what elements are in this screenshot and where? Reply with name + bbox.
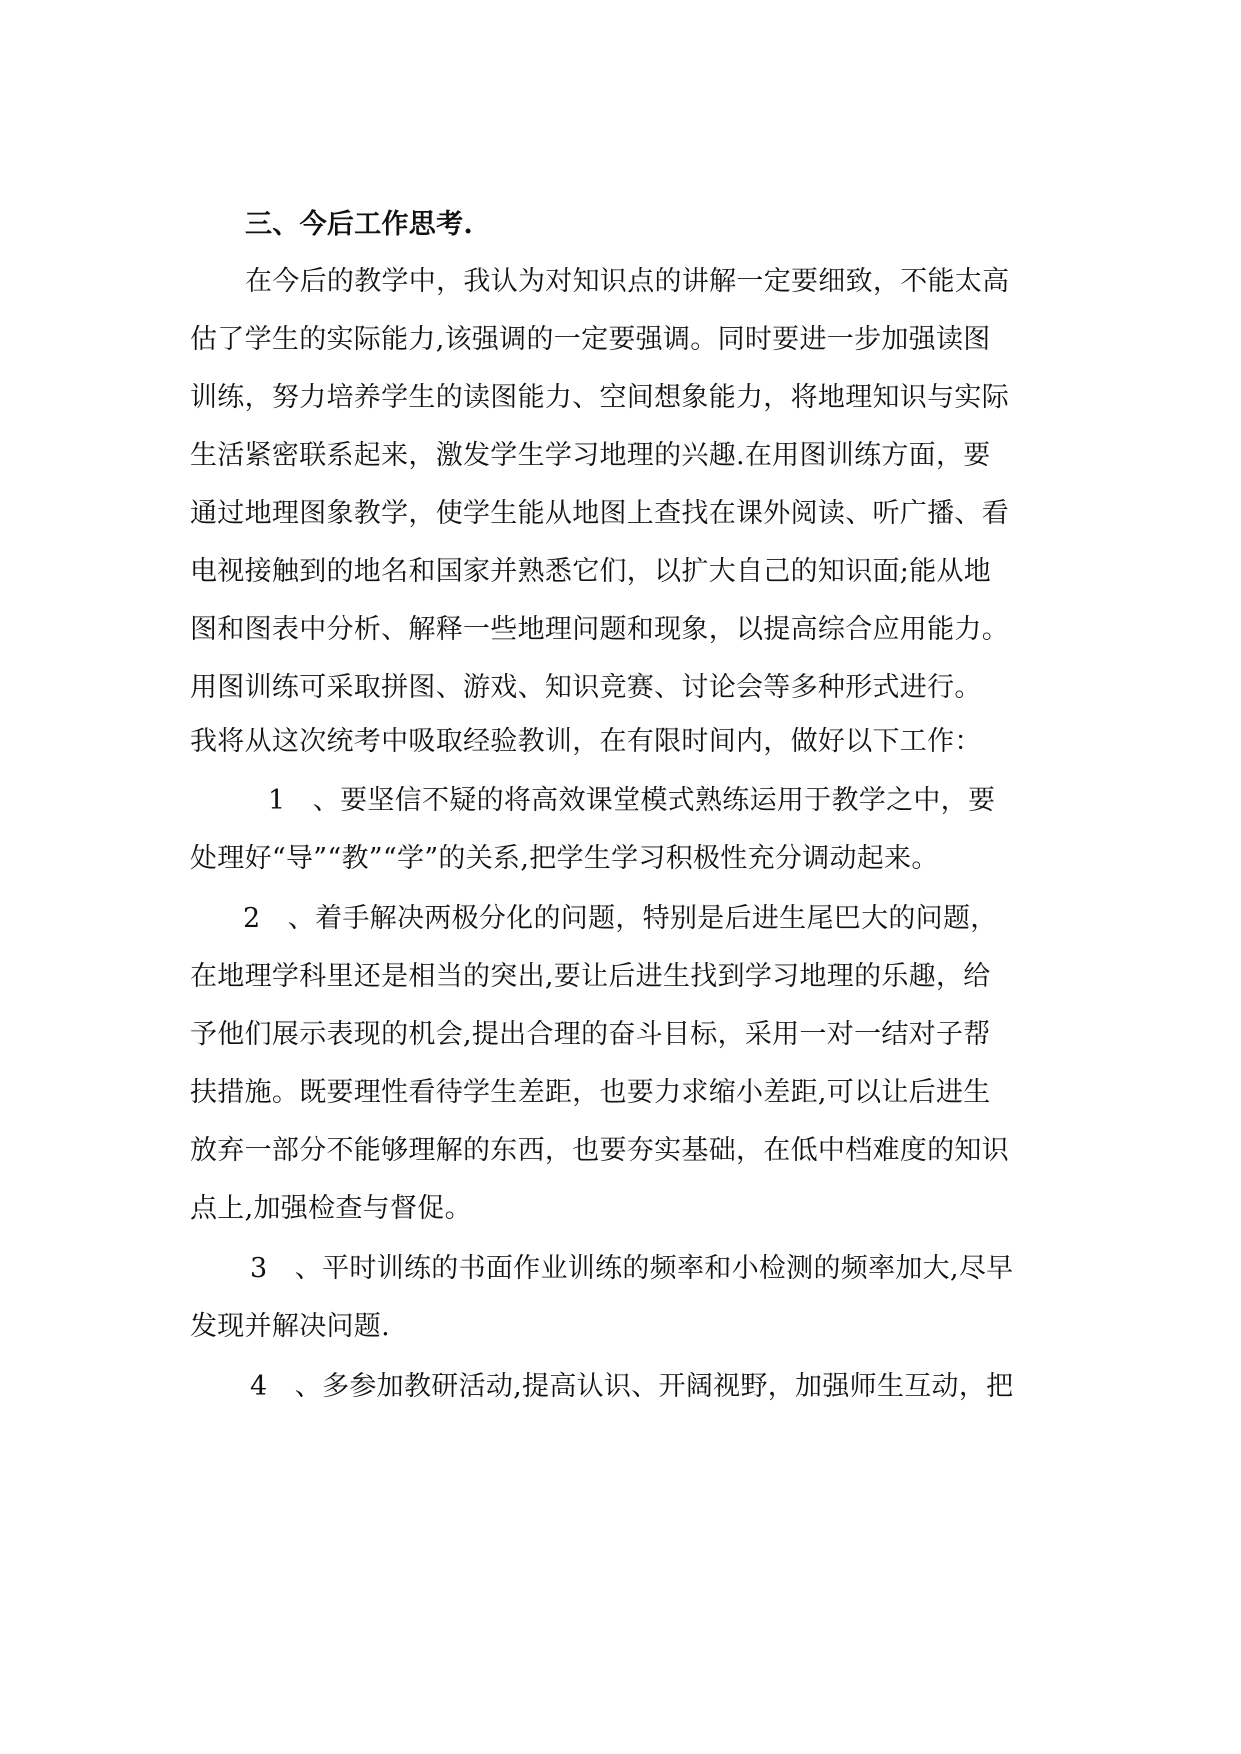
paragraph-line: 电视接触到的地名和国家并熟悉它们，以扩大自己的知识面;能从地 — [190, 556, 992, 587]
list-item-line: 放弃一部分不能够理解的东西，也要夯实基础，在低中档难度的知识 — [190, 1135, 1009, 1166]
paragraph-line: 在今后的教学中，我认为对知识点的讲解一定要细致，不能太高 — [245, 266, 1010, 297]
paragraph-line: 估了学生的实际能力,该强调的一定要强调。同时要进一步加强读图 — [190, 324, 991, 355]
list-item-line: 1 、要坚信不疑的将高效课堂模式熟练运用于教学之中，要 — [268, 785, 996, 816]
paragraph-line: 训练，努力培养学生的读图能力、空间想象能力，将地理知识与实际 — [190, 382, 1009, 413]
list-item-line: 发现并解决问题. — [190, 1311, 390, 1342]
paragraph-line: 生活紧密联系起来，激发学生学习地理的兴趣.在用图训练方面，要 — [190, 440, 991, 471]
list-item-line: 予他们展示表现的机会,提出合理的奋斗目标，采用一对一结对子帮 — [190, 1019, 991, 1050]
paragraph-line: 我将从这次统考中吸取经验教训，在有限时间内，做好以下工作： — [190, 726, 982, 757]
paragraph-line: 用图训练可采取拼图、游戏、知识竞赛、讨论会等多种形式进行。 — [190, 672, 982, 703]
paragraph-line: 图和图表中分析、解释一些地理问题和现象，以提高综合应用能力。 — [190, 614, 1009, 645]
paragraph-line: 通过地理图象教学，使学生能从地图上查找在课外阅读、听广播、看 — [190, 498, 1009, 529]
list-item-line: 4 、多参加教研活动,提高认识、开阔视野，加强师生互动，把 — [250, 1371, 1014, 1402]
list-item-line: 3 、平时训练的书面作业训练的频率和小检测的频率加大,尽早 — [250, 1253, 1014, 1284]
list-item-line: 2 、着手解决两极分化的问题，特别是后进生尾巴大的问题， — [243, 903, 998, 934]
list-item-line: 点上,加强检查与督促。 — [190, 1193, 472, 1224]
section-heading: 三、今后工作思考. — [245, 209, 474, 240]
list-item-line: 在地理学科里还是相当的突出,要让后进生找到学习地理的乐趣，给 — [190, 961, 991, 992]
list-item-line: 处理好“导”“教”“学”的关系,把学生学习积极性充分调动起来。 — [190, 843, 939, 874]
list-item-line: 扶措施。既要理性看待学生差距，也要力求缩小差距,可以让后进生 — [190, 1077, 991, 1108]
